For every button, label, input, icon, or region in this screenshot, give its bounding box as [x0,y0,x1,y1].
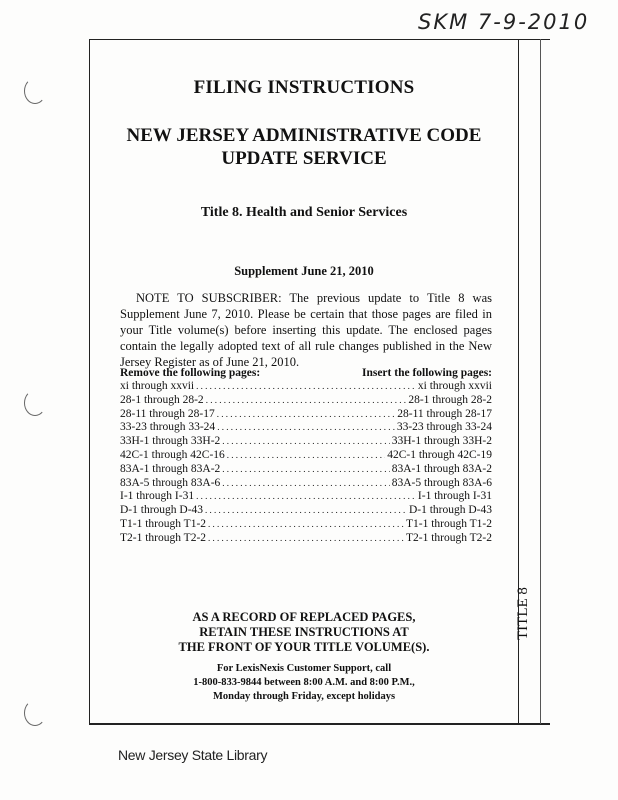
record-line: AS A RECORD OF REPLACED PAGES, [192,610,416,624]
remove-pages: 33-23 through 33-24 [120,421,216,434]
insert-pages: 83A-5 through 83A-6 [391,476,492,489]
insert-pages: 83A-1 through 83A-2 [391,462,492,475]
remove-pages: 83A-1 through 83A-2 [120,462,221,475]
remove-pages: 28-1 through 28-2 [120,393,204,406]
dot-leader [196,490,416,504]
remove-pages: 42C-1 through 42C-16 [120,448,225,461]
remove-pages: I-1 through I-31 [120,490,195,503]
dot-leader [196,380,416,394]
handwritten-initials-date: SKM 7-9-2010 [418,10,590,34]
library-stamp: New Jersey State Library [118,747,268,763]
dot-leader [222,435,389,449]
dot-leader [217,421,395,435]
insert-pages: 28-1 through 28-2 [408,393,492,406]
dot-leader [227,449,385,463]
record-instruction [90,610,518,655]
insert-pages: 33H-1 through 33H-2 [391,435,492,448]
filing-table [120,367,492,546]
dot-leader [222,463,389,477]
punch-hole [24,390,46,416]
support-line: 1-800-833-9844 between 8:00 A.M. and 8:00 P.M., [193,677,415,688]
subscriber-note: NOTE TO SUBSCRIBER: The previous update to Title 8 was Supplement June 7, 2010. Please be certain that those pages are filed in your Title volume(s) before inserting this update. The enclosed pages contain the legally adopted text of all rule changes published in the New Jersey Register as of June 21, 2010. [120,291,492,369]
insert-pages: I-1 through I-31 [417,490,492,503]
table-row [120,532,492,546]
table-row [120,449,492,463]
insert-pages: D-1 through D-43 [408,504,492,517]
record-line: RETAIN THESE INSTRUCTIONS AT [199,625,409,639]
dot-leader [222,477,389,491]
dot-leader [205,504,407,518]
dot-leader [206,394,407,408]
remove-pages: T1-1 through T1-2 [120,517,207,530]
remove-pages: D-1 through D-43 [120,504,204,517]
support-line: For LexisNexis Customer Support, call [216,663,392,674]
table-row [120,421,492,435]
table-row [120,408,492,422]
remove-pages: 33H-1 through 33H-2 [120,435,221,448]
table-row [120,435,492,449]
remove-pages: T2-1 through T2-2 [120,531,207,544]
insert-pages: xi through xxvii [417,380,492,392]
table-row [120,394,492,408]
dot-leader [208,532,404,546]
insert-pages: T2-1 through T2-2 [405,531,492,544]
dot-leader [208,518,404,532]
table-row [120,463,492,477]
page-title: FILING INSTRUCTIONS [193,77,415,98]
remove-pages: xi through xxvii [120,380,195,392]
table-row [120,490,492,504]
side-tab-label: TITLE 8 [515,587,531,640]
filing-table-header [120,367,492,380]
code-title-line: NEW JERSEY ADMINISTRATIVE CODE [126,125,482,146]
dot-leader [217,408,395,422]
table-row [120,477,492,491]
supplement-date: Supplement June 21, 2010 [234,264,374,278]
side-tab-strip [540,39,551,724]
table-row [120,518,492,532]
title-subject: Title 8. Health and Senior Services [200,205,408,220]
record-line: THE FRONT OF YOUR TITLE VOLUME(S). [178,640,430,654]
remove-pages: 83A-5 through 83A-6 [120,476,221,489]
insert-pages: T1-1 through T1-2 [405,517,492,530]
support-line: Monday through Friday, except holidays [212,691,396,702]
remove-header: Remove the following pages: [120,367,261,379]
filing-rows [120,380,492,546]
table-row [120,504,492,518]
insert-pages: 33-23 through 33-24 [396,421,492,434]
customer-support [90,662,518,704]
punch-hole [24,78,46,104]
insert-pages: 42C-1 through 42C-19 [387,448,492,461]
punch-hole [24,700,46,726]
remove-pages: 28-11 through 28-17 [120,407,215,420]
code-title [90,124,518,170]
code-title-line: UPDATE SERVICE [221,148,387,169]
insert-pages: 28-11 through 28-17 [397,407,492,420]
table-row [120,380,492,394]
insert-header: Insert the following pages: [361,367,492,379]
